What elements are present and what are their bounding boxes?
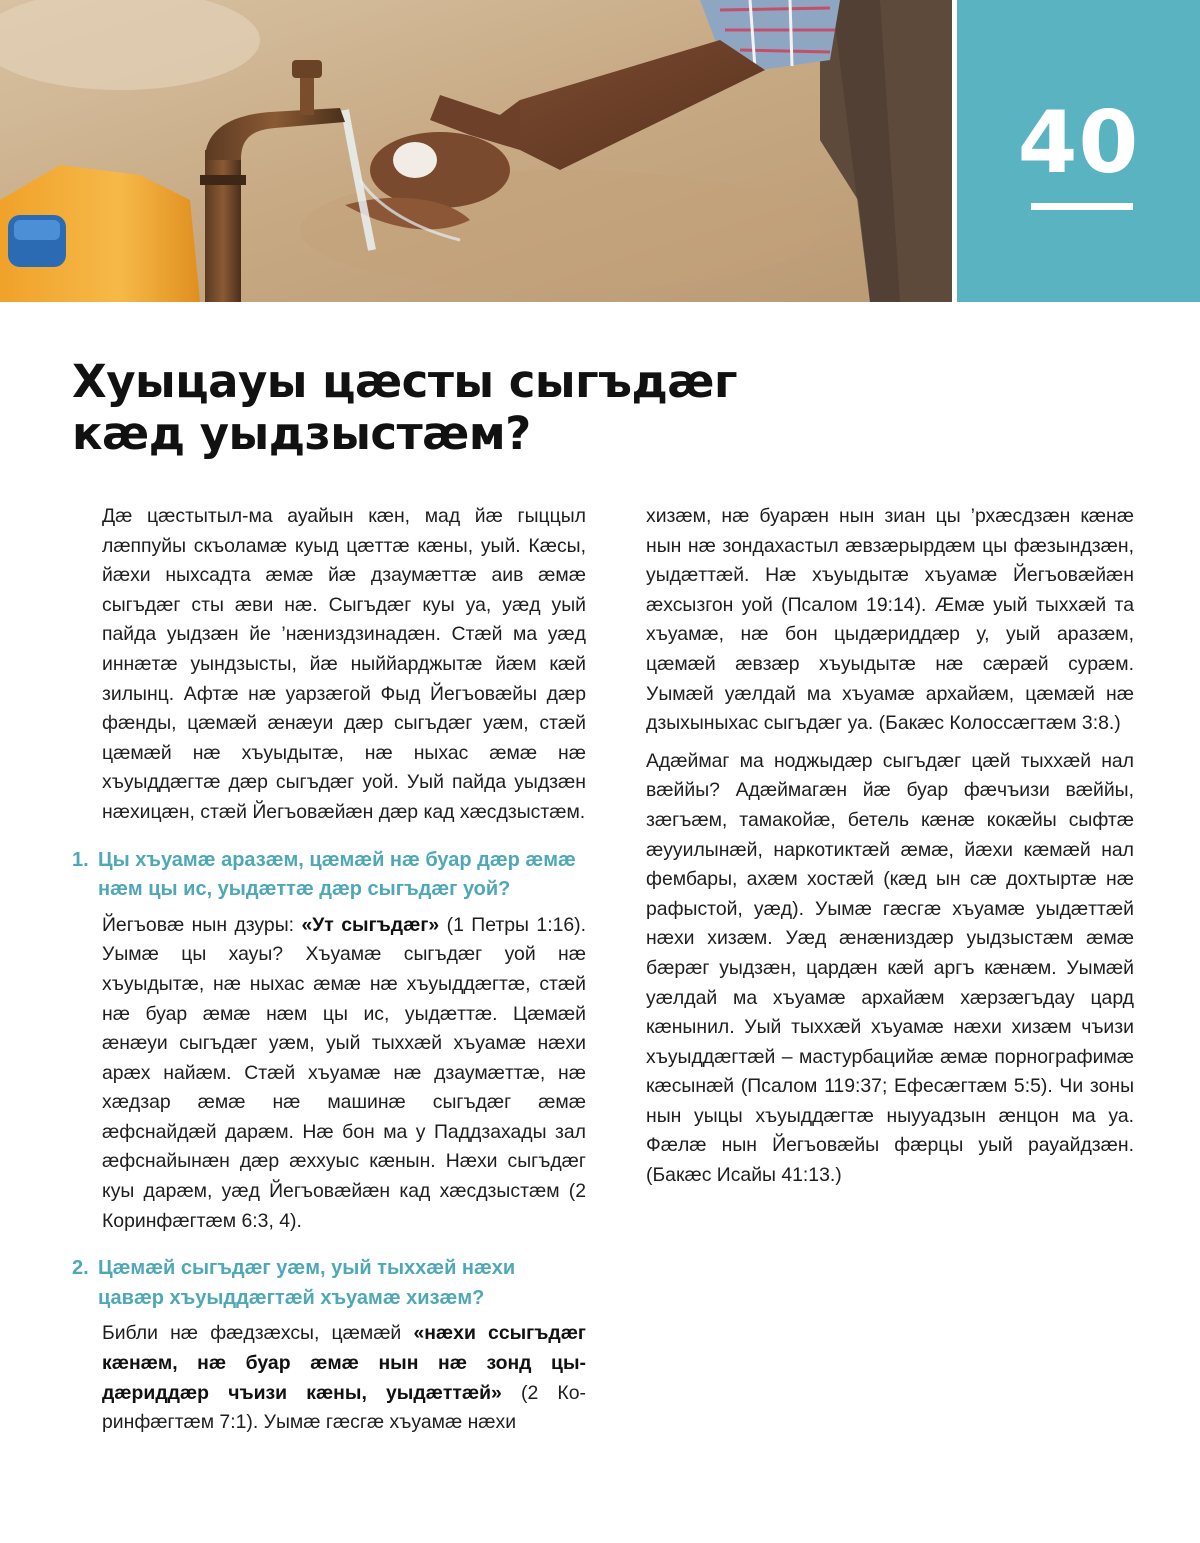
right-column <box>646 502 1134 1191</box>
answer-2-pre: Библи нæ фæдзæхсы, цæмæй <box>102 1322 414 1345</box>
lesson-number-underline <box>1031 203 1133 210</box>
answer-2 <box>102 1319 586 1437</box>
answer-1-pre: Йегъовæ нын дзуры: <box>102 913 302 936</box>
answer-2-extra-paragraph: Адæймаг ма ноджыдæр сыгъдæг цæй тыххæй нал вæййы? Адæймагæн йæ буар фæчъизи вæййы, зæгъæм, тамакойæ, бетель кæнæ кокæйы сыфтæ æууилынæй, наркотиктæй æмæ, йæхи кæмæй нал фембары, ахæм хостæй (кæд ын сæ дохтыртæ нæ рафыстой, уæд). Уымæ гæсгæ хъуамæ уыдæттæй нæхи хизæм. Уæд æнæниздæр уыдзыстæм æмæ бæрæг уыдзæн, цардæн кæй аргъ кæнæм. Уымæй уæлдай ма хъуамæ архайæм хæрзæгъдау цард кæнынил. Уый тыххæй хъуамæ нæхи хизæм чъизи хъуыддæгтæй – мастурбацийæ æмæ порнографимæ кæсынæй (Псалом 119:37; Ефесæгтæм 5:5). Чи зоны нын уыцы хъуыддæгтæ ныууадзын æнцон ма уа. Фæлæ нын Йегъовæйы фæрцы уый рауайдзæн. (Бакæс Исайы 41:13.) <box>646 749 1134 1187</box>
lesson-number: 40 <box>1017 93 1140 193</box>
answer-2-continued <box>646 502 1134 739</box>
hero-photo <box>0 0 952 302</box>
question-1 <box>72 846 586 905</box>
question-2-text: Цæмæй сыгъдæг уæм, уый тыххæй нæхи цавæр хъуыддæгтæй хъуамæ хизæм? <box>98 1257 516 1309</box>
answer-1 <box>102 911 586 1237</box>
lesson-number-panel <box>957 0 1200 302</box>
question-2-number: 2. <box>72 1257 89 1280</box>
question-1-text: Цы хъуамæ аразæм, цæмæй нæ буар дæр æмæ нæм цы ис, уыдæттæ дæр сыгъдæг уой? <box>98 848 576 901</box>
answer-1-quote: «Ут сыгъдæг» <box>301 913 440 936</box>
question-2 <box>72 1254 586 1313</box>
left-column <box>72 502 586 1438</box>
answer-2-post: (2 Коринфæгтæм 7:1). Уымæ гæсгæ хъуамæ нæхи <box>102 1381 586 1434</box>
answer-2-post-continued: хизæм, нæ буарæн нын зиан цы ’рхæсдзæн кæнæ нын нæ зондахастыл æвзæрырдæм цы фæзындзæн, уыдæттæй. Нæ хъуыдытæ хъуамæ Йегъовæйæн æхсызгон уой (Псалом 19:14). Æмæ уый тыххæй та хъуамæ, нæ бон цыдæриддæр у, уый аразæм, цæмæй æвзæр хъуыдытæ нæ сæрæй сурæм. Уымæй уæлдай ма хъуамæ архайæм, цæмæй нæ дзыхыныхас сыгъдæг уа. (Бакæс Колоссæгтæм 3:8.) <box>646 505 1134 735</box>
answer-1-post: (1 Петры 1:16). Уымæ цы хауы? Хъуамæ сыгъдæг уой нæ хъуыдытæ, нæ ныхас æмæ нæ хъуыддæгтæ, стæй нæ буар æмæ нæм цы ис, уыдæттæ. Цæмæй æнæуи сыгъдæг уæм, уый тыххæй хъуамæ нæхи арæх найæм. Стæй хъуамæ нæ дзаумæттæ, нæ хæдзар æмæ нæ машинæ сыгъдæг æмæ æфснайдæй дарæм. Нæ бон ма у Паддзахады зал æфснайынæн дæр æххуыс кæнын. Нæхи сыгъдæг куы дарæм, уæд Йегъовæйæн кад хæсдзыстæм (2 Коринфæгтæм 6:3, 4). <box>102 913 586 1232</box>
intro-paragraph: Дæ цæстытыл-ма ауайын кæн, мад йæ гыццыл лæппуйы скъоламæ куыд цæттæ кæны, уый. Кæсы, йæхи ныхсадта æмæ йæ дзаумæттæ аив æмæ сыгъдæг сты æви нæ. Сыгъдæг куы уа, уæд уый пайда уыдзæн йе ’нæниздзинадæн. Стæй ма уæд иннæтæ уындзысты, йæ ныййарджытæ йæм кæй зилынц. Афтæ нæ уарзæгой Фыд Йегъовæйы дæр фæнды, цæмæй æнæуи дæр сыгъдæг уæм, стæй цæмæй нæ хъуыдытæ, нæ ныхас æмæ нæ хъуыддæгтæ дæр сыгъдæг уой. Уый пайда уыдзæн нæхицæн, стæй Йегъовæйæн дæр кад хæсдзыстæм. <box>102 505 586 823</box>
answer-2-quote: «нæхи ссыгъдæг кæнæм, нæ буар æмæ нын нæ зонд цыдæриддæр чъизи кæны, уыдæттæй» <box>102 1322 587 1404</box>
page-title: Хуыцауы цæсты сыгъдæг кæд уыдзыстæм? <box>72 355 737 461</box>
question-1-number: 1. <box>72 848 89 871</box>
